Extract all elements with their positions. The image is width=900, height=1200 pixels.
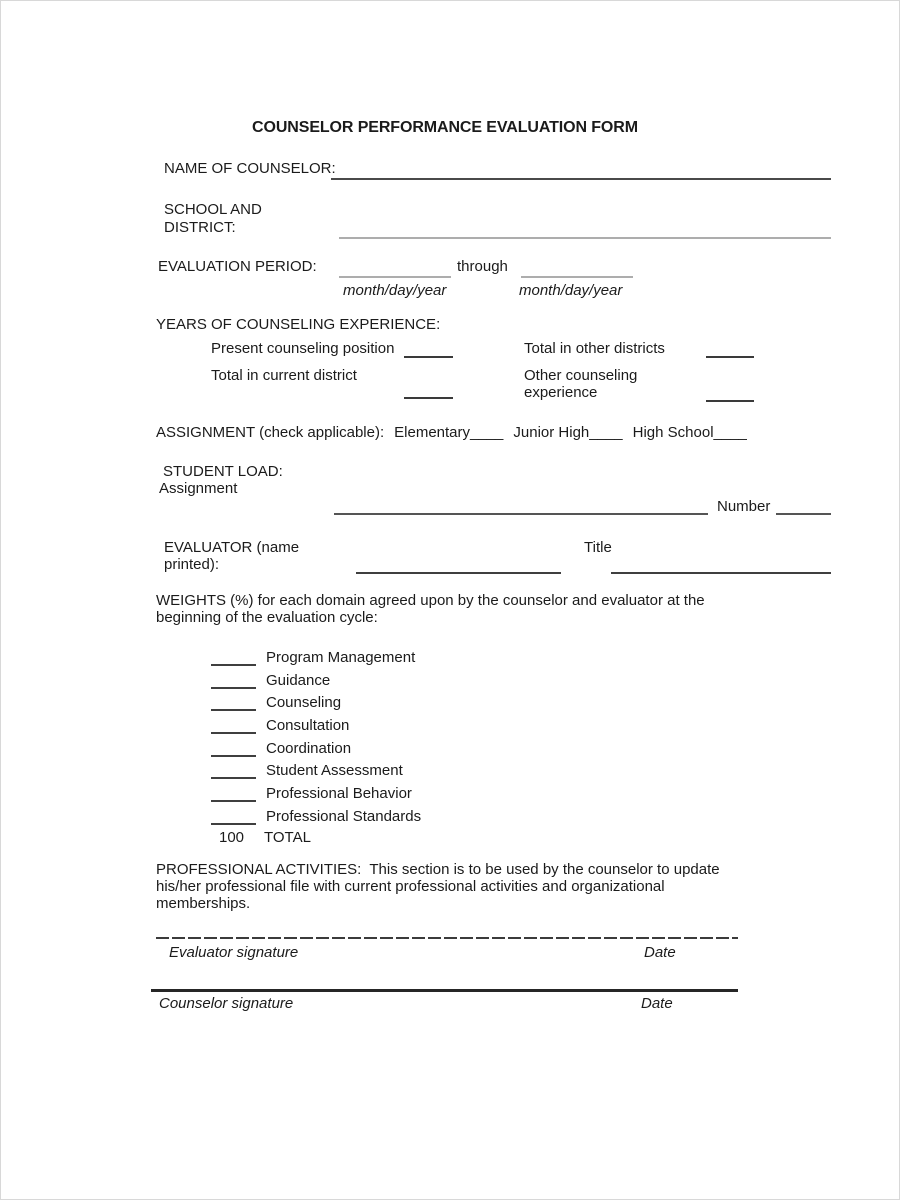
weights-intro-line1: WEIGHTS (%) for each domain agreed upon by the counselor and evaluator at the xyxy=(156,592,705,609)
name-of-counselor-label: NAME OF COUNSELOR: xyxy=(164,160,336,177)
weight-guidance-label: Guidance xyxy=(266,672,331,689)
assignment-elementary-check-blank[interactable]: ____ xyxy=(470,424,504,441)
assignment-option-elementary: Elementary xyxy=(394,424,471,441)
evaluator-label xyxy=(164,539,299,573)
evaluation-period-end-input-line[interactable] xyxy=(521,276,633,278)
weight-professional-standards-label: Professional Standards xyxy=(266,808,422,825)
evaluation-period-through-label: through xyxy=(457,258,508,275)
weight-guidance-input-line[interactable] xyxy=(211,671,256,689)
experience-section-heading: YEARS OF COUNSELING EXPERIENCE: xyxy=(156,316,441,333)
weight-row-counseling xyxy=(211,693,341,711)
professional-activities-line3: memberships. xyxy=(156,895,251,912)
weights-total-value: 100 xyxy=(219,829,245,846)
weight-counseling-input-line[interactable] xyxy=(211,693,256,711)
professional-activities-line1: PROFESSIONAL ACTIVITIES: This section is to be used by the counselor to update xyxy=(156,861,720,878)
experience-current-district-input-line[interactable] xyxy=(404,397,453,399)
counselor-signature-date-label: Date xyxy=(641,995,673,1012)
weight-counseling-label: Counseling xyxy=(266,694,342,711)
experience-other-districts-input-line[interactable] xyxy=(706,356,754,358)
weight-row-professional-behavior xyxy=(211,784,412,802)
experience-present-position-input-line[interactable] xyxy=(404,356,453,358)
student-load-assignment-label: Assignment xyxy=(159,480,238,497)
assignment-high-school-check-blank[interactable]: ____ xyxy=(713,424,747,441)
weight-program-management-label: Program Management xyxy=(266,649,416,666)
student-load-assignment-input-line[interactable] xyxy=(334,513,708,515)
experience-other-counseling-label-line1: Other counseling xyxy=(524,367,638,384)
weight-row-professional-standards xyxy=(211,807,421,825)
evaluator-label-line1: EVALUATOR (name xyxy=(164,539,300,556)
weight-row-guidance xyxy=(211,671,330,689)
evaluator-name-input-line[interactable] xyxy=(356,572,561,574)
assignment-label: ASSIGNMENT (check applicable): xyxy=(156,424,385,441)
weight-row-coordination xyxy=(211,739,351,757)
weight-student-assessment-input-line[interactable] xyxy=(211,761,256,779)
evaluator-title-input-line[interactable] xyxy=(611,572,831,574)
form-title: COUNSELOR PERFORMANCE EVALUATION FORM xyxy=(252,119,638,136)
weight-row-program-management xyxy=(211,648,415,666)
counselor-signature-line[interactable] xyxy=(151,989,738,992)
evaluation-period-start-input-line[interactable] xyxy=(339,276,451,278)
experience-current-district-label: Total in current district xyxy=(211,367,357,384)
date-format-hint-end: month/day/year xyxy=(519,282,623,299)
student-load-number-input-line[interactable] xyxy=(776,513,831,515)
weight-student-assessment-label: Student Assessment xyxy=(266,762,403,779)
experience-present-position-label: Present counseling position xyxy=(211,340,395,357)
experience-other-counseling-input-line[interactable] xyxy=(706,400,754,402)
school-district-label-line2: DISTRICT: xyxy=(164,219,236,236)
weight-coordination-input-line[interactable] xyxy=(211,739,256,757)
name-of-counselor-input-line[interactable] xyxy=(331,178,831,180)
weight-professional-behavior-label: Professional Behavior xyxy=(266,785,412,802)
evaluator-label-line2: printed): xyxy=(164,556,220,573)
weights-intro-line2: beginning of the evaluation cycle: xyxy=(156,609,378,626)
weight-consultation-label: Consultation xyxy=(266,717,350,734)
student-load-heading: STUDENT LOAD: xyxy=(163,463,283,480)
weight-row-student-assessment xyxy=(211,761,403,779)
evaluation-period-label: EVALUATION PERIOD: xyxy=(158,258,317,275)
weights-total-label: TOTAL xyxy=(264,829,311,846)
assignment-junior-high-check-blank[interactable]: ____ xyxy=(589,424,623,441)
weight-program-management-input-line[interactable] xyxy=(211,648,256,666)
experience-other-counseling-label-line2: experience xyxy=(524,384,598,401)
assignment-option-high-school: High School xyxy=(632,424,714,441)
school-district-input-line[interactable] xyxy=(339,237,831,239)
evaluator-signature-date-label: Date xyxy=(644,944,676,961)
date-format-hint-start: month/day/year xyxy=(343,282,447,299)
student-load-number-label: Number xyxy=(717,498,771,515)
professional-activities-line2: his/her professional file with current professional activities and organizational xyxy=(156,878,665,895)
weight-professional-standards-input-line[interactable] xyxy=(211,807,256,825)
school-district-label xyxy=(164,201,262,237)
school-district-label-line1: SCHOOL AND xyxy=(164,201,262,218)
evaluator-signature-label: Evaluator signature xyxy=(169,944,299,961)
weight-consultation-input-line[interactable] xyxy=(211,716,256,734)
weights-intro xyxy=(156,592,705,626)
assignment-option-junior-high: Junior High xyxy=(513,424,590,441)
evaluator-title-label: Title xyxy=(584,539,612,556)
experience-other-counseling-label xyxy=(524,367,637,401)
assignment-row xyxy=(156,424,747,441)
weight-coordination-label: Coordination xyxy=(266,740,352,757)
professional-activities-paragraph xyxy=(156,861,720,912)
counselor-signature-label: Counselor signature xyxy=(159,995,294,1012)
evaluator-signature-line[interactable] xyxy=(156,937,738,939)
weight-row-consultation xyxy=(211,716,349,734)
weight-professional-behavior-input-line[interactable] xyxy=(211,784,256,802)
experience-other-districts-label: Total in other districts xyxy=(524,340,665,357)
